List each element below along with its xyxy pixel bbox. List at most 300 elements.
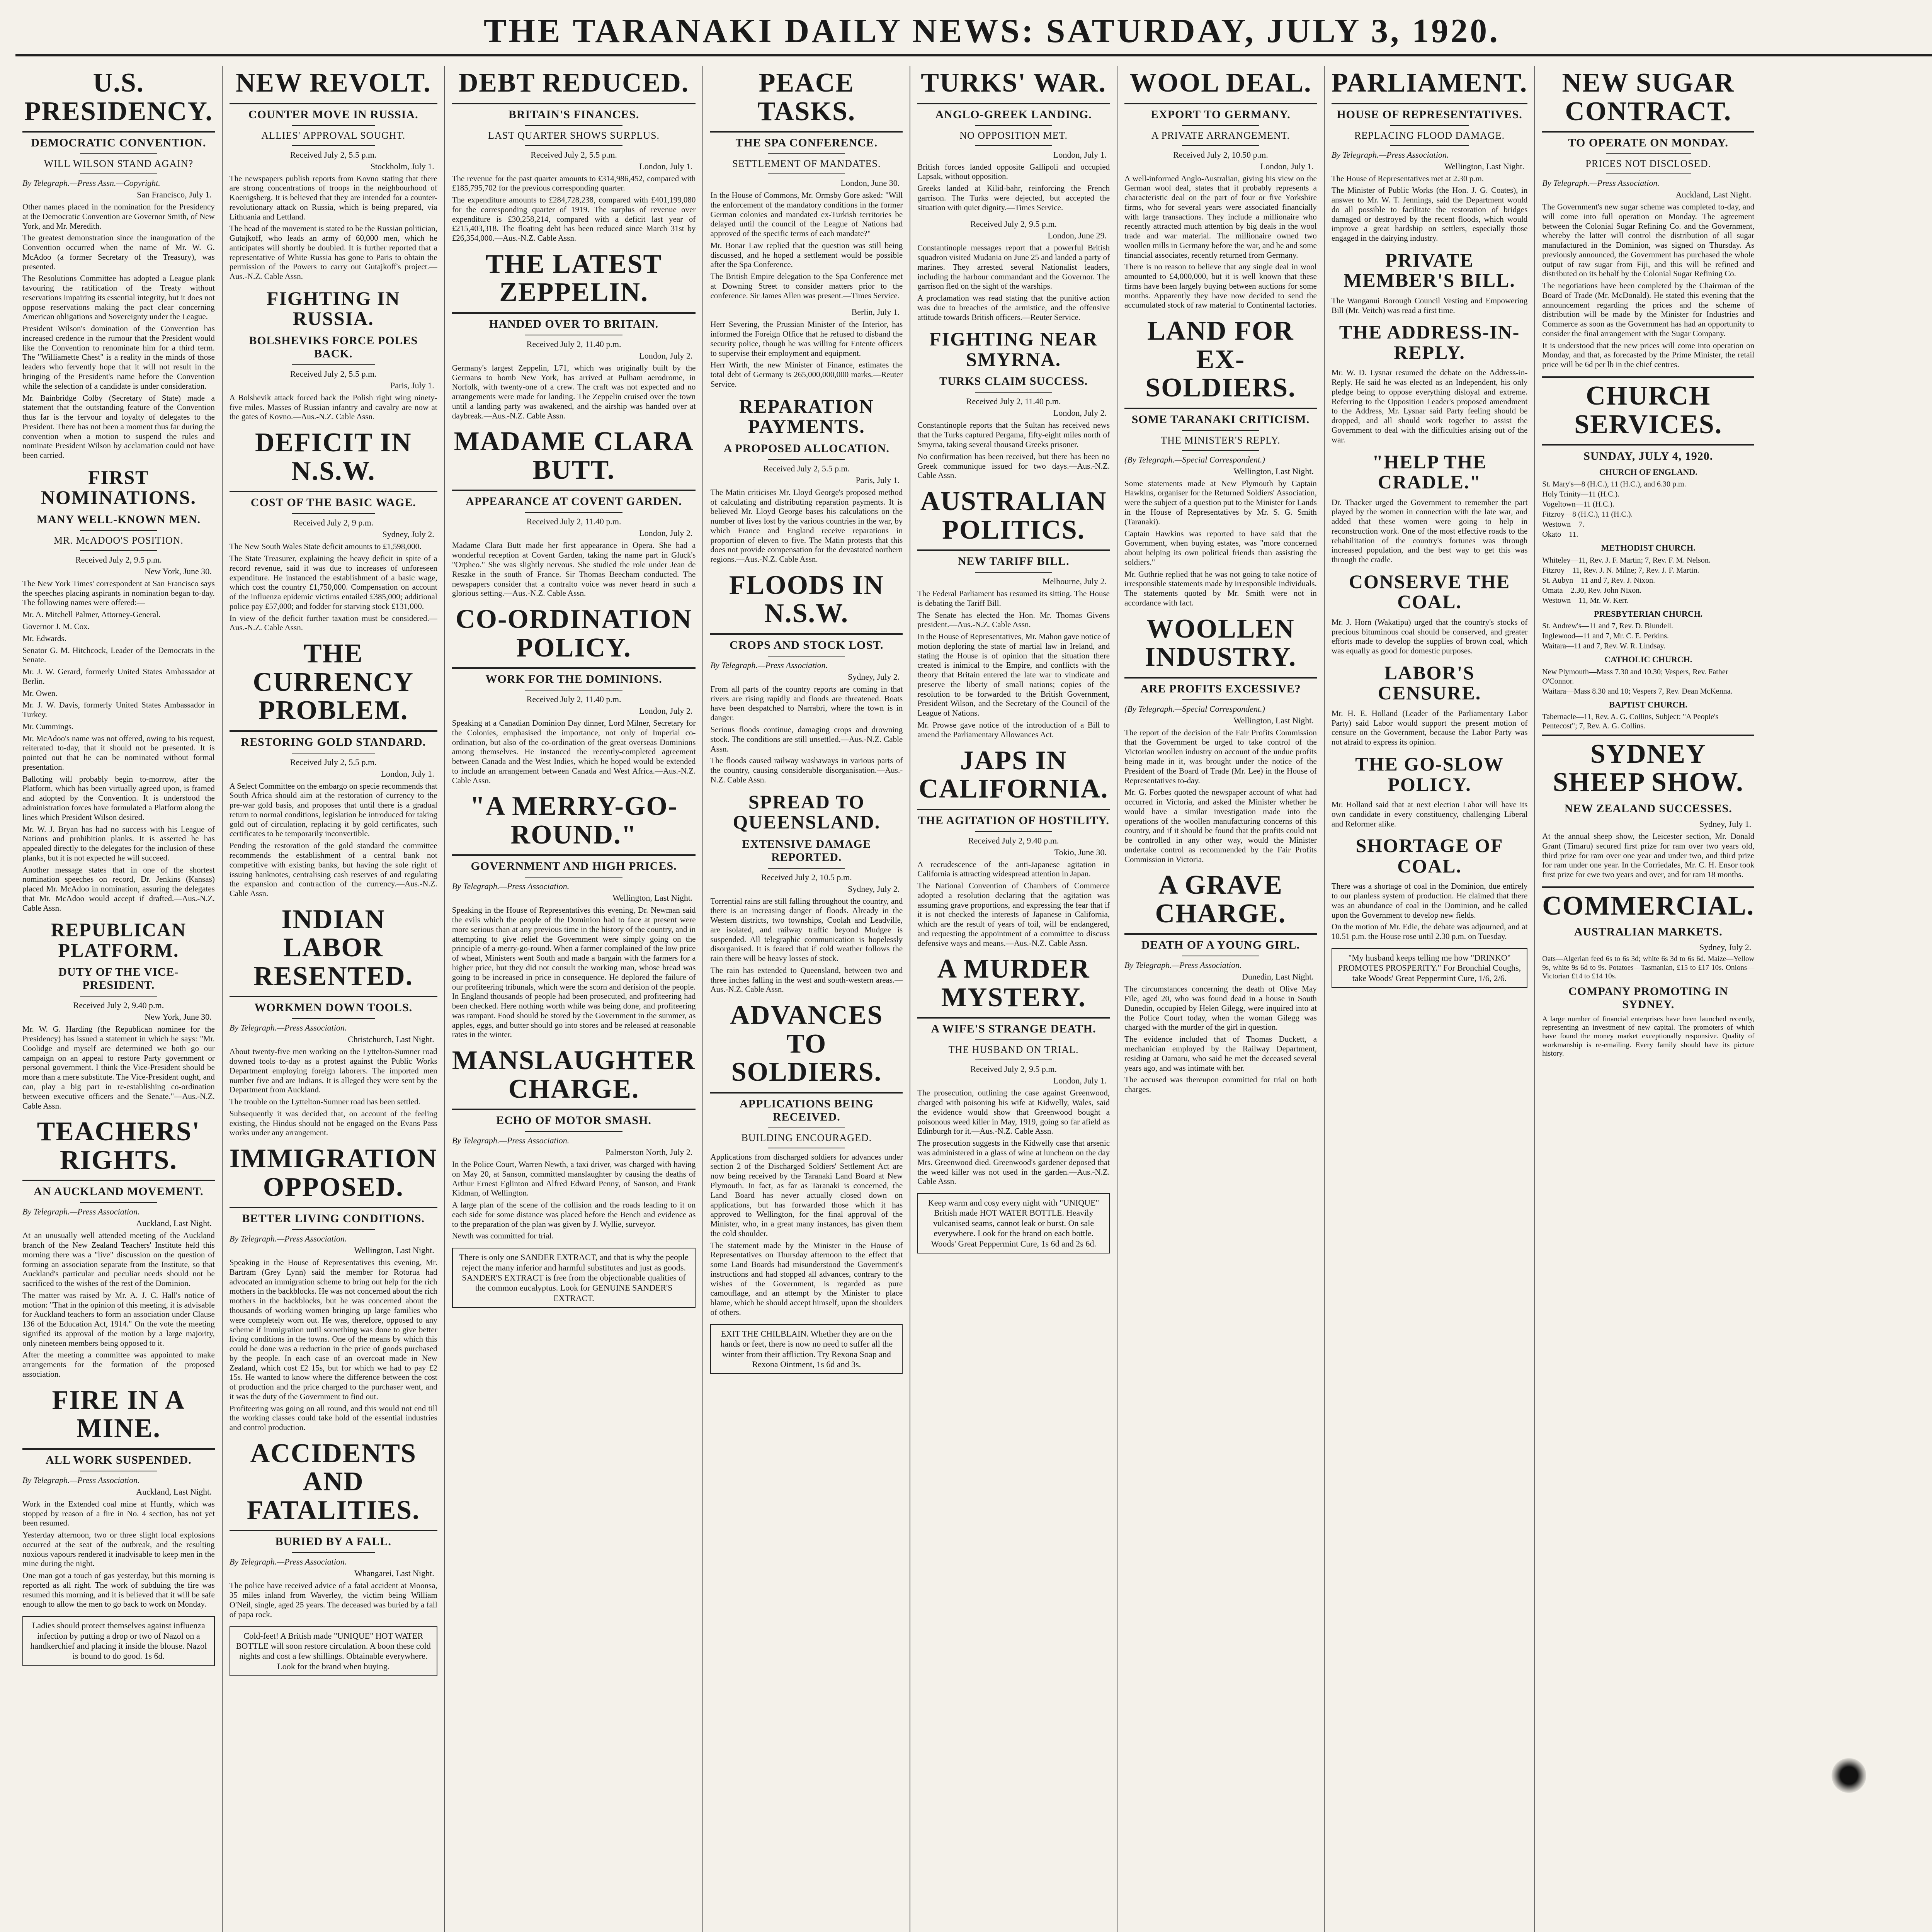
dateline: Auckland, Last Night.	[1675, 190, 1752, 199]
rule	[452, 312, 696, 314]
paragraph: The police have received advice of a fatal accident at Moonsa, 35 miles inland from Waverley, the victim being William O'Neil, single, aged 25 years. The deceased was buried by a fall of papa rock.	[229, 1581, 437, 1619]
decker: APPEARANCE AT COVENT GARDEN.	[466, 495, 682, 508]
dateline: London, July 2.	[1053, 408, 1107, 418]
paragraph: Mr. W. J. Bryan has had no success with his League of Nations and prohibition planks. It is asserted he has appealed directly to the delegates for the inclusion of these planks, but it is not expected he will succeed.	[22, 824, 215, 862]
paragraph: Herr Severing, the Prussian Minister of the Interior, has informed the Foreign Office that he refused to disband the security police, though he was willing for Entente officers to supervise their employment and equipment.	[710, 320, 903, 358]
rule	[1542, 886, 1754, 888]
column-6	[1117, 66, 1325, 1932]
rule	[917, 809, 1110, 810]
dateline: London, July 2.	[639, 528, 693, 538]
headline: WOOL DEAL.	[1129, 68, 1312, 98]
paragraph: Mr. J. W. Gerard, formerly United States Ambassador at Berlin.	[22, 667, 215, 686]
rule	[1542, 735, 1754, 736]
paragraph: The New South Wales State deficit amounts to £1,598,000.	[229, 542, 422, 551]
article	[1332, 452, 1527, 565]
decker: CROPS AND STOCK LOST.	[730, 638, 884, 651]
rule	[710, 633, 903, 635]
church-services	[1542, 376, 1754, 731]
rule	[1124, 408, 1317, 409]
paragraph: The British Empire delegation to the Spa Conference met at Downing Street to consider matters prior to the conference. Sir James Allen was present.—Times Service.	[710, 272, 903, 300]
paragraph: The Minister of Public Works (the Hon. J. G. Coates), in answer to Mr. W. T. Jennings, said the Department would do all possible to facilitate the restoration of bridges damaged or destroyed by the recent floods, which would improve a great hardship on settlers, especially those engaged in the dairying industry.	[1331, 185, 1528, 243]
decker: HOUSE OF REPRESENTATIVES.	[1337, 108, 1522, 121]
headline: PEACE TASKS.	[757, 68, 856, 126]
article	[917, 747, 1110, 948]
rule	[710, 1092, 903, 1094]
decker: ANGLO-GREEK LANDING.	[935, 108, 1092, 121]
rule	[452, 1109, 696, 1110]
decker: BRITAIN'S FINANCES.	[508, 108, 639, 121]
subheadline: FIRST NOMINATIONS.	[41, 466, 197, 509]
paragraph: Captain Hawkins was reported to have said that the Government, when buying estates, was "more concerned about helping its own political friends than assisting the soldiers."	[1124, 529, 1317, 567]
article	[917, 487, 1110, 739]
headline: FIRE IN A MINE.	[52, 1385, 185, 1444]
paragraph: A Select Committee on the embargo on specie recommends that South Africa should aim at the restoration of currency to the pre-war gold basis, and proposes that until there is a gradual return to normal conditions, legislation be introduced for taking gold out of circulation, replacing it by gold certificates, such certificates to be temporarily inconvertible.	[229, 781, 437, 838]
article	[230, 288, 437, 422]
rule	[1390, 145, 1469, 146]
dateline: Sydney, July 1.	[1699, 819, 1752, 829]
dateline: London, July 1.	[1260, 161, 1314, 171]
article	[452, 605, 696, 785]
rule	[768, 173, 845, 174]
paragraph: The newspapers publish reports from Kovno stating that there are strong concentrations of troops in the neighbourhood of Koenigsberg. It is believed that they are intended for a counter-revolutionary attack on Russia, which is being prepared, via Lithuania and Lettland.	[229, 173, 437, 221]
paragraph: The rain has extended to Queensland, between two and three inches falling in the west and south-western areas.—Aus.-N.Z. Cable Assn.	[710, 965, 903, 994]
byline: By Telegraph.—Press Association.	[452, 881, 570, 891]
decker: DUTY OF THE VICE-PRESIDENT.	[58, 966, 179, 992]
headline: U.S. PRESIDENCY.	[24, 68, 213, 126]
decker: WORKMEN DOWN TOOLS.	[254, 1001, 413, 1014]
paragraph: The circumstances concerning the death of Olive May File, aged 20, who was found dead in a house in South Dunedin, occupied by Helen Gilegg, were inquired into at the Police Court today, when the woman Gilegg was charged with the murder of the girl in question.	[1124, 984, 1317, 1032]
rule	[1182, 699, 1259, 700]
rule	[917, 1017, 1110, 1019]
rule	[452, 667, 696, 669]
masthead	[15, 8, 1932, 56]
article	[1124, 317, 1317, 607]
paragraph: The trouble on the Lyttelton-Sumner road has been settled.	[229, 1097, 420, 1107]
service-entry: Inglewood—11 and 7, Mr. C. E. Perkins.	[1542, 632, 1669, 641]
paragraph: Applications from discharged soldiers for advances under section 2 of the Discharged Soldiers' Settlement Act are now being received by the Taranaki Land Board at New Plymouth. In fact, as far as Taranaki is concerned, the Land Board has never actually closed down on applications, but has forwarded those which it has approved to Wellington, for the final approval of the Minister, who, in a great many instances, has given them the cold shoulder.	[710, 1152, 903, 1238]
paragraph: Profiteering was going on all round, and this would not end till the working classes could take hold of the essential industries and control production.	[229, 1403, 437, 1432]
rule	[525, 125, 622, 126]
paragraph: A recrudescence of the anti-Japanese agitation in California is attracting widespread attention in Japan.	[917, 859, 1110, 879]
paragraph: Senator G. M. Hitchcock, Leader of the Democrats in the Senate.	[22, 645, 215, 665]
article	[230, 639, 437, 898]
article	[452, 427, 696, 598]
rule	[230, 1207, 437, 1208]
paragraph: On the motion of Mr. Edie, the debate was adjourned, and at 10.51 p.m. the House rose until 2.30 p.m. on Tuesday.	[1331, 922, 1528, 941]
article	[710, 307, 903, 389]
rule	[525, 512, 622, 513]
service-entry: St. Aubyn—11 and 7, Rev. J. Nixon.	[1542, 576, 1655, 585]
denomination: PRESBYTERIAN CHURCH.	[1594, 609, 1703, 619]
subheadline: REPUBLICAN PLATFORM.	[51, 919, 187, 961]
rule	[292, 364, 375, 365]
paragraph: The expenditure amounts to £284,728,238, compared with £401,199,080 for the corresponding quarter of 1919. The surplus of revenue over expenditure is £30,258,214, compared with a deficit last year of £215,403,318. The floating debt has been reduced since March 31st by £26,354,000.—Aus.-N.Z. Cable Assn.	[452, 195, 696, 243]
decker: MANY WELL-KNOWN MEN.	[36, 513, 201, 526]
rule	[230, 996, 437, 997]
dateline: London, June 30.	[840, 178, 900, 188]
paragraph: Dr. Thacker urged the Government to remember the part played by the women in connection with the late war, and added that these women were going to help in reconstruction work. One of the most effective roads to the rehabilitation of the country's fortunes was through increased population, and the best way to get this was through the cradle.	[1331, 497, 1528, 565]
column-8	[1535, 66, 1761, 1932]
dateline: London, July 1.	[1053, 1076, 1107, 1086]
headline: A GRAVE CHARGE.	[1155, 870, 1286, 929]
rule	[452, 854, 696, 856]
article	[710, 1001, 903, 1317]
service-entry: Omata—2.30, Rev. John Nixon.	[1542, 586, 1642, 595]
decker: EXTENSIVE DAMAGE REPORTED.	[742, 837, 871, 864]
rule	[80, 550, 157, 551]
received-time: Received July 2, 10.50 p.m.	[1173, 150, 1268, 160]
rule	[1124, 103, 1317, 104]
byline: By Telegraph.—Press Association.	[452, 1136, 570, 1146]
denomination: CHURCH OF ENGLAND.	[1599, 467, 1697, 477]
service-entry: Waitara—11 and 7, Rev. W. R. Lindsay.	[1542, 642, 1666, 651]
received-time: Received July 2, 11.40 p.m.	[966, 396, 1061, 406]
dateline: Auckland, Last Night.	[136, 1486, 212, 1497]
paragraph: The revenue for the past quarter amounts to £314,986,452, compared with £185,795,702 for the previous corresponding quarter.	[452, 173, 696, 193]
paragraph: The floods caused railway washaways in various parts of the country, causing considerable disorganisation.—Aus.-N.Z. Cable Assn.	[710, 756, 903, 784]
subheadline: CONSERVE THE COAL.	[1349, 570, 1510, 613]
article	[1124, 871, 1317, 1094]
rule	[1606, 153, 1691, 154]
paragraph: The greatest demonstration since the inauguration of the Convention occurred when the name of Mr. W. G. McAdoo (a former Secretary of the Treasury), was presented.	[22, 233, 215, 271]
decker: BOLSHEVIKS FORCE POLES BACK.	[249, 334, 418, 360]
decker: NO OPPOSITION MET.	[959, 129, 1068, 141]
denomination: METHODIST CHURCH.	[1601, 543, 1696, 553]
article	[1332, 322, 1527, 444]
headline: MANSLAUGHTER CHARGE.	[452, 1046, 696, 1104]
decker: THE SPA CONFERENCE.	[735, 136, 878, 149]
paragraph: No confirmation has been received, but there has been no Greek communique issued for two days.—Aus.-N.Z. Cable Assn.	[917, 451, 1110, 480]
article	[710, 69, 903, 300]
paragraph: The Government's new sugar scheme was completed to-day, and will come into full operation on Monday. The agreement between the Colonial Sugar Refining Co. and the Government, whereby the latter will control the distribution of all sugar manufactured in the Dominion, was signed on Thursday. As previously announced, the Government has purchased the whole output of raw sugar from Fiji, and this will be refined and distributed on its behalf by the Colonial Sugar Refining Co.	[1542, 202, 1755, 279]
rule	[230, 103, 437, 104]
received-time: Received July 2, 5.5 p.m.	[290, 757, 377, 767]
rule	[1182, 430, 1259, 431]
paragraph: The Matin criticises Mr. Lloyd George's proposed method of calculating and distributing reparation payments. It is believed Mr. Lloyd George bases his calculations on the number of lives lost by the various countries in the war, by which France and England receive reparations in proportion of eleven to five. The Matin protests that this does not provide compensation for the devastated northern regions.—Aus.-N.Z. Cable Assn.	[710, 487, 903, 564]
advertisement: Cold-feet! A British made "UNIQUE" HOT WATER BOTTLE will soon restore circulation. A boon these cold nights and cost a few shillings. Obtainable everywhere. Look for the brand when buying.	[230, 1626, 437, 1677]
article	[22, 1117, 215, 1379]
service-entry: Waitara—Mass 8.30 and 10; Vespers 7, Rev. Dean McKenna.	[1542, 687, 1733, 696]
byline: By Telegraph.—Press Association.	[710, 660, 828, 670]
paragraph: The negotiations have been completed by the Chairman of the Board of Trade (Mr. McDonald). He stated this evening that the announcement regarding the prices and the scheme of distribution will be made by the Minister for Industries and Commerce as soon as the Government has had an opportunity to consider the final arrangement with the Sugar Company.	[1542, 281, 1755, 338]
service-entry: St. Mary's—8 (H.C.), 11 (H.C.), and 6.30 p.m.	[1542, 480, 1686, 489]
received-time: Received July 2, 11.40 p.m.	[526, 339, 621, 349]
subheadline: PRIVATE MEMBER'S BILL.	[1344, 249, 1515, 291]
paragraph: Mr. W. D. Lysnar resumed the debate on the Address-in-Reply. He said he was elected as an Independent, his only pledge being to oppose everything disloyal and extreme. Referring to the Opposition Leader's proposed amendment to the Address, Mr. Lysnar said Party feeling should be dropped, and all should work together to assist the Government to deal with the difficulties arising out of the war.	[1331, 368, 1528, 444]
received-time: Received July 2, 5.5 p.m.	[290, 369, 377, 379]
paragraph: Mr. Prowse gave notice of the introduction of a Bill to amend the Parliamentary Allowances Act.	[917, 720, 1110, 739]
paragraph: The House of Representatives met at 2.30 p.m.	[1331, 173, 1484, 183]
headline: THE LATEST ZEPPELIN.	[485, 249, 662, 308]
paragraph: Mr. H. E. Holland (Leader of the Parliamentary Labor Party) said Labor would support the present motion of censure on the Government, because the Labor Party was not afraid to express its opinion.	[1331, 708, 1528, 747]
headline: DEBT REDUCED.	[458, 68, 689, 98]
received-time: Received July 2, 9 p.m.	[293, 518, 374, 528]
column-4	[703, 66, 910, 1932]
rule	[22, 131, 215, 133]
dateline: Auckland, Last Night.	[136, 1218, 212, 1228]
column-5	[910, 66, 1117, 1932]
decker: AN AUCKLAND MOVEMENT.	[34, 1185, 204, 1198]
paragraph: It is understood that the new prices will come into operation on Monday, and that, as forecasted by the Prime Minister, the retail price will be 6d per lb in the chief centres.	[1542, 340, 1755, 369]
decker: COMPANY PROMOTING IN SYDNEY.	[1568, 985, 1728, 1011]
headline: THE CURRENCY PROBLEM.	[253, 639, 414, 726]
decker: COST OF THE BASIC WAGE.	[250, 496, 416, 509]
paragraph: A large plan of the scene of the collision and the roads leading to it on each side for some distance was placed before the Bench and evidence as to the preparation of the plan was given by J. Wyllie, surveyor.	[452, 1200, 696, 1229]
paragraph: British forces landed opposite Gallipoli and occupied Lapsak, without opposition.	[917, 162, 1110, 181]
decker: A PRIVATE ARRANGEMENT.	[1151, 129, 1290, 141]
paragraph: After the meeting a committee was appointed to make arrangements for the formation of the proposed association.	[22, 1350, 215, 1379]
column-7	[1325, 66, 1535, 1932]
headline: MADAME CLARA BUTT.	[454, 427, 694, 485]
received-time: Received July 2, 5.5 p.m.	[763, 463, 850, 473]
dateline: Paris, July 1.	[855, 475, 900, 485]
decker: THE HUSBAND ON TRIAL.	[948, 1044, 1079, 1056]
paragraph: The prosecution suggests in the Kidwelly case that arsenic was administered in a glass of wine at luncheon on the day Mrs. Greenwood died. Greenwood's gardener deposed that the weed killer was not used in the garden.—Aus.-N.Z. Cable Assn.	[917, 1138, 1110, 1186]
article	[452, 250, 696, 421]
paragraph: Mr. Owen.	[22, 688, 58, 698]
rule	[1182, 450, 1259, 451]
decker: ALLIES' APPROVAL SOUGHT.	[261, 129, 406, 141]
article	[22, 69, 215, 460]
paragraph: A large number of financial enterprises have been launched recently, representing an investment of new capital. The promoters of which have found the money market exceptionally responsive. Quality of workmanship is re-emailing. Every family should have its picture history.	[1542, 1015, 1755, 1058]
paragraph: Work in the Extended coal mine at Huntly, which was stopped by reason of a fire in No. 4 section, has not yet been resumed.	[22, 1499, 215, 1528]
paragraph: The prosecution, outlining the case against Greenwood, charged with poisoning his wife at Kidwelly, Wales, said the evidence would show that Greenwood bought a poisonous weed killer in May, 1919, going so far afield as Edinburgh for it.—Aus.-N.Z. Cable Assn.	[917, 1088, 1110, 1136]
dateline: Palmerston North, July 2.	[605, 1147, 693, 1157]
article	[917, 955, 1110, 1186]
dateline: Berlin, July 1.	[851, 307, 900, 317]
headline: A MURDER MYSTERY.	[937, 954, 1090, 1012]
rule	[292, 1552, 375, 1553]
paragraph: Speaking in the House of Representatives this evening, Dr. Newman said the evils which the people of the Dominion had to face at present were more serious than at any previous time in the history of the country, and in attempting to give relief the Government were simply going on the principle of a merry-go-round. When a farmer complained of the low price of wheat, Ministers went South and made a bargain with the farmers for a higher price, but they did not consult the working man, whose bread was going to be increased in price in consequence. He deplored the failure of our profiteering tribunals, which were the scorn and derision of the people. In England thousands of people had been prosecuted, and profiteering had been checked. Here nothing worth while was being done, and profiteering was rampant. Food should be stored by the Government in the summer, as apples, eggs, and butter should go into stores and be released at reasonable rates in the winter.	[452, 905, 696, 1039]
paragraph: In the House of Representatives, Mr. Mahon gave notice of motion deploring the state of martial law in Ireland, and stating the House is of opinion that the situation there created is inimical to the Empire, and conflicts with the theory that Britain entered the late war to vindicate and preserve the liberty of small nations; copies of the resolution to be forwarded to the British Government, President Wilson, and the Secretary of the Council of the League of Nations.	[917, 632, 1110, 718]
dateline: Wellington, Last Night.	[1233, 466, 1314, 476]
paragraph: Herr Wirth, the new Minister of Finance, estimates the total debt of Germany is 265,000,000,000 marks.—Reuter Service.	[710, 360, 903, 389]
paragraph: About twenty-five men working on the Lyttelton-Sumner road downed tools to-day as a protest against the Public Works Department employing foreign laborers. The imported men number five and are Indians. It is alleged they were sent by the Department from Auckland.	[229, 1047, 437, 1095]
paragraph: The National Convention of Chambers of Commerce adopted a resolution declaring that the agitation was assuming grave proportions, and expressing the fear that if it is not checked the interests of Japanese in California, which are the result of years of toil, will be endangered, and requesting the appointment of a committee to discuss defensive ways and means.—Aus.-N.Z. Cable Assn.	[917, 881, 1110, 948]
dateline: Sydney, July 2.	[847, 672, 900, 682]
received-time: Received July 2, 9.5 p.m.	[970, 1064, 1057, 1074]
rule	[230, 1530, 437, 1531]
dateline: London, July 1.	[639, 161, 693, 171]
decker: REPLACING FLOOD DAMAGE.	[1354, 129, 1505, 141]
decker: PRICES NOT DISCLOSED.	[1585, 158, 1711, 169]
commercial	[1542, 886, 1754, 1058]
decker: SOME TARANAKI CRITICISM.	[1131, 413, 1310, 426]
paragraph: Mr. Bonar Law replied that the question was still being discussed, and he hoped a settlement would be possible after the Spa Conference.	[710, 240, 903, 269]
rule	[975, 1039, 1052, 1040]
decker: WILL WILSON STAND AGAIN?	[44, 158, 194, 169]
column-grid	[15, 66, 1932, 1932]
dateline: Sydney, July 2.	[382, 529, 434, 539]
decker: APPLICATIONS BEING RECEIVED.	[740, 1097, 874, 1123]
headline: CO-ORDINATION POLICY.	[456, 604, 692, 663]
decker: ECHO OF MOTOR SMASH.	[496, 1114, 651, 1127]
received-time: Received July 2, 9.5 p.m.	[970, 219, 1057, 229]
article	[230, 1439, 437, 1619]
rule	[975, 145, 1052, 146]
subheadline: REPARATION PAYMENTS.	[739, 395, 874, 437]
article	[230, 905, 437, 1138]
dateline: Wellington, Last Night.	[612, 893, 693, 903]
headline: "A MERRY-GO-ROUND."	[470, 791, 678, 850]
paragraph: Oats—Algerian feed 6s to 6s 3d; white 6s 3d to 6s 6d. Maize—Yellow 9s, white 9s 6d to 9s. Potatoes—Tasmanian, £15 to £17 10s. Onions—Victorian £14 to £14 10s.	[1542, 955, 1755, 981]
article	[452, 792, 696, 1039]
rule	[975, 572, 1052, 573]
dateline: New York, June 30.	[145, 1012, 212, 1022]
received-time: Received July 2, 5.5 p.m.	[531, 150, 617, 160]
article	[917, 69, 1110, 212]
rule	[80, 996, 157, 997]
rule	[768, 459, 845, 460]
service-entry: Whiteley—11, Rev. J. F. Martin; 7, Rev. F. M. Nelson.	[1542, 556, 1711, 565]
decker: ARE PROFITS EXCESSIVE?	[1140, 682, 1301, 695]
rule	[80, 173, 157, 174]
received-time: Received July 2, 9.40 p.m.	[968, 835, 1059, 845]
paragraph: Mr. W. G. Harding (the Republican nominee for the Presidency) has issued a statement in which he says: "Mr. Coolidge and myself are determined we both go our campaign on an appeal to restore Party government or personal government. I think the Vice-President should be more than a mere substitute. The Vice-President ought, and can, play a big part in re-establishing co-ordination between executive officers and the Senate."—Aus.-N.Z. Cable Assn.	[22, 1024, 215, 1111]
headline: INDIAN LABOR RESENTED.	[253, 904, 413, 991]
rule	[80, 153, 157, 154]
received-time: Received July 2, 11.40 p.m.	[526, 694, 621, 704]
page-number	[1922, 12, 1932, 50]
article	[22, 467, 215, 913]
received-time: Received July 2, 5.5 p.m.	[290, 150, 377, 160]
decker: DEATH OF A YOUNG GIRL.	[1141, 939, 1300, 952]
dateline: Sydney, July 2.	[847, 884, 900, 894]
paragraph: In the Police Court, Warren Newth, a taxi driver, was charged with having on May 20, at Sanson, committed manslaughter by causing the deaths of Arthur Ernest Eglinton and Alfred Edward Penny, of Sanson, and Frank Kidman, of Wellington.	[452, 1160, 696, 1198]
headline: PARLIAMENT.	[1331, 68, 1528, 98]
ink-smudge	[1832, 1758, 1866, 1793]
rule	[1606, 173, 1691, 174]
headline: ACCIDENTS AND FATALITIES.	[247, 1438, 420, 1525]
byline: By Telegraph.—Press Association.	[22, 1207, 140, 1217]
byline: (By Telegraph.—Special Correspondent.)	[1124, 454, 1265, 464]
service-entry: Westown—7.	[1542, 520, 1585, 529]
headline: COMMERCIAL.	[1542, 891, 1755, 921]
paragraph: Mr. Edwards.	[22, 633, 66, 643]
paragraph: Mr. G. Forbes quoted the newspaper account of what had occurred in Victoria, and asked the Minister whether he would have a similar investigation made into the operations of the woollen manufacturing concerns of this country, and if it should be found that the profits could not be controlled in any other way, would the Minister undertake control as recommended by the Fair Profits Commission in Victoria.	[1124, 787, 1317, 864]
article	[230, 69, 437, 281]
paragraph: Governor J. M. Cox.	[22, 621, 90, 631]
received-time: Received July 2, 9.5 p.m.	[75, 554, 162, 565]
advertisement: Keep warm and cosy every night with "UNIQUE" British made HOT WATER BOTTLE. Heavily vulcanised seams, cannot leak or burst. On sale everywhere. Look for the brand on each bottle. Woods' Great Peppermint Cure, 1s 6d and 2s 6d.	[917, 1193, 1110, 1253]
subheadline: SHORTAGE OF COAL.	[1355, 835, 1503, 877]
paragraph: Mr. Bainbridge Colby (Secretary of State) made a statement that the outstanding feature of the Convention thus far is the fervour and loyalty of delegates to the President. There has not been a moment thus far during the convention when a motion to suspend the rules and nominate President Wilson by acclamation could not have been carried.	[22, 393, 215, 460]
received-time: Received July 2, 11.40 p.m.	[526, 517, 621, 527]
rule	[80, 530, 157, 531]
subheadline: "HELP THE CRADLE."	[1372, 451, 1487, 493]
paragraph: Speaking in the House of Representatives this evening, Mr. Bartram (Grey Lynn) said the member for Rotorua had advocated an immigration scheme to bring out help for the rich mothers in the backblocks. He was not concerned about the rich mothers in the backblocks, but he was concerned about the thousands of working women bringing up large families who were completely worn out. He was, therefore, opposed to any scheme if immigration until something was done to give better living conditions in the towns. One of the means by which this could be done was a reduction in the price of goods purchased by the people. In each case of an overcoat made in New Zealand, which cost £2 15s, but for which we had to pay £2 15s. He wanted to know where the difference between the cost of production and the price charged to the purchaser went, and it was the duty of the Government to find out.	[229, 1258, 437, 1401]
decker: BUILDING ENCOURAGED.	[741, 1132, 872, 1143]
byline: (By Telegraph.—Special Correspondent.)	[1124, 704, 1265, 714]
paragraph: In the House of Commons, Mr. Ormsby Gore asked: "Will the enforcement of the mandatory conditions in the former German colonies and mandated ex-Turkish territories be delayed until the council of the League of Nations had approved of the specific terms of each mandate?"	[710, 190, 903, 238]
rule	[1390, 125, 1469, 126]
paragraph: Some statements made at New Plymouth by Captain Hawkins, organiser for the Returned Soldiers' Association, were the subject of a question put to the Minister for Lands in the House of Representatives by Mr. S. G. Smith (Taranaki).	[1124, 478, 1317, 526]
decker: A WIFE'S STRANGE DEATH.	[931, 1022, 1096, 1036]
dateline: New York, June 30.	[145, 566, 212, 576]
decker: RESTORING GOLD STANDARD.	[241, 735, 426, 748]
advertisement: EXIT THE CHILBLAIN. Whether they are on the hands or feet, there is now no need to suffer all the winter from their affliction. Try Rexona Soap and Rexona Ointment, 1s 6d and 3s.	[710, 1324, 903, 1374]
rule	[917, 549, 1110, 551]
decker: BURIED BY A FALL.	[275, 1535, 391, 1548]
paragraph: The Senate has elected the Hon. Mr. Thomas Givens president.—Aus.-N.Z. Cable Assn.	[917, 610, 1110, 629]
dateline: Sydney, July 2.	[1699, 942, 1752, 952]
headline: TEACHERS' RIGHTS.	[37, 1117, 201, 1175]
article	[1332, 571, 1527, 656]
article	[917, 329, 1110, 480]
decker: COUNTER MOVE IN RUSSIA.	[248, 108, 418, 121]
decker: A PROPOSED ALLOCATION.	[723, 442, 889, 455]
rule	[1542, 376, 1754, 378]
service-entry: Holy Trinity—11 (H.C.).	[1542, 490, 1620, 499]
article	[230, 1145, 437, 1432]
paragraph: The Wanganui Borough Council Vesting and Empowering Bill (Mr. Veitch) was read a first time.	[1331, 296, 1528, 315]
rule	[1542, 131, 1754, 133]
decker: HANDED OVER TO BRITAIN.	[489, 317, 659, 330]
rule	[525, 1131, 622, 1132]
paragraph: The State Treasurer, explaining the heavy deficit in spite of a record revenue, said it was due to increases of unforeseen expenditure. He instanced the establishment of a basic wage, which cost the country £1,750,000. Compensation on account of the influenza epidemic victims entailed £385,000; additional police pay £57,000; and fodder for starving stock £131,000.	[229, 553, 437, 611]
dateline: Wellington, Last Night.	[1233, 715, 1314, 725]
dateline: London, July 2.	[639, 350, 693, 361]
rule	[1124, 677, 1317, 679]
paragraph: Another message states that in one of the shortest nomination speeches on record, Dr. Jenkins (Kansas) placed Mr. McAdoo in nomination, assuring the delegates that Mr. McAdoo would accept if drafted.—Aus.-N.Z. Cable Assn.	[22, 865, 215, 913]
paragraph: Balloting will probably begin to-morrow, after the Platform, which has been virtually agreed upon, is framed and adopted by the Convention. It is understood the administration forces have formulated a Platform along the lines which President Wilson desired.	[22, 774, 215, 822]
headline: IMMIGRATION OPPOSED.	[229, 1144, 437, 1202]
headline: ADVANCES TO SOLDIERS.	[730, 1000, 883, 1087]
rule	[768, 153, 845, 154]
subheadline: FIGHTING IN RUSSIA.	[266, 287, 400, 330]
advertisement: Ladies should protect themselves against influenza infection by putting a drop or two of Nazol on a handkerchief and placing it inside the blouse. Nazol is bound to do good. 1s 6d.	[22, 1616, 215, 1666]
dateline: Whangarei, Last Night.	[354, 1568, 434, 1578]
article	[710, 396, 903, 564]
dateline: Wellington, Last Night.	[354, 1245, 434, 1255]
paragraph: Germany's largest Zeppelin, L71, which was originally built by the Germans to bomb New York, has arrived at Pulham aerodrome, in Norfolk, with twenty-one of a crew. The craft was not expected and no arrangements were made for landing. The Zeppelin cruised over the town until a landing party was awakened, and the airship was handed over at daybreak.—Aus.-N.Z. Cable Assn.	[452, 363, 696, 420]
article	[22, 920, 215, 1111]
article	[917, 219, 1110, 322]
rule	[525, 877, 622, 878]
advertisement: There is only one SANDER EXTRACT, and that is why the people reject the many inferior and harmful substitutes and just as goods. SANDER'S EXTRACT is free from the objectionable qualities of the common eucalyptus. Look for GENUINE SANDER'S EXTRACT.	[452, 1248, 696, 1308]
rule	[1182, 125, 1259, 126]
article	[1332, 250, 1527, 315]
article	[1332, 69, 1527, 243]
dateline: San Francisco, July 1.	[137, 190, 212, 199]
paragraph: Mr. A. Mitchell Palmer, Attorney-General.	[22, 610, 161, 619]
service-entry: St. Andrew's—11 and 7, Rev. D. Blundell.	[1542, 622, 1673, 631]
decker: NEW TARIFF BILL.	[957, 555, 1070, 568]
paragraph: The matter was raised by Mr. A. J. C. Hall's notice of motion: "That in the opinion of this meeting, it is advisable for Auckland teachers to form an association under Clause 136 of the Education Act, 1914." On the vote the meeting signified its approval of the motion by a large majority, only nineteen members being opposed to it.	[22, 1290, 215, 1348]
service-entry: Westown—11, Mr. W. Kerr.	[1542, 596, 1629, 605]
service-entry: Vogeltown—11 (H.C.).	[1542, 500, 1614, 509]
rule	[230, 491, 437, 492]
dateline: London, July 1.	[1053, 150, 1107, 160]
paragraph: There was a shortage of coal in the Dominion, due entirely to our planless system of production. He claimed that there was an abundance of coal in the Dominion, and he called upon the Government to develop new fields.	[1331, 881, 1528, 920]
article	[1124, 615, 1317, 864]
byline: By Telegraph.—Press Association.	[229, 1023, 347, 1033]
paragraph: A well-informed Anglo-Australian, giving his view on the German wool deal, states that it probably represents a characteristic deal on the part of four or five Yorkshire firms, who for several years were associated financially with large transactions. They include a millionaire who recently attracted much attention by big deals in the wool trade and war material. The millionaire owned two woollen mills in Germany before the war, and he and some financial associates, recently returned from Germany.	[1124, 173, 1317, 260]
decker: TURKS CLAIM SUCCESS.	[939, 375, 1088, 388]
paragraph: President Wilson's domination of the Convention has increased credence in the rumour that the President would like the Convention to renominate him for a third term. The "Williamette Chest" is a reality in the minds of those leaders who fervently hope that it will not result in the bringing of the President's name before the Convention while the selection of a candidate is under consideration.	[22, 324, 215, 391]
paragraph: Other names placed in the nomination for the Presidency at the Democratic Convention are Governor Smith, of New York, and Mr. Meredith.	[22, 202, 215, 231]
rule	[22, 1448, 215, 1450]
paragraph: Mr. McAdoo's name was not offered, owing to his request, reiterated to-day, that it should not be presented. It is pointed out that he can be nominated without formal presentation.	[22, 733, 215, 772]
dateline: London, June 29.	[1048, 231, 1107, 241]
decker: WORK FOR THE DOMINIONS.	[485, 673, 662, 686]
service-date: SUNDAY, JULY 4, 1920.	[1583, 450, 1713, 463]
paragraph: From all parts of the country reports are coming in that rivers are rising rapidly and floods are threatened. Boats have been despatched to Narrabri, where the town is in danger.	[710, 684, 903, 723]
article	[22, 1386, 215, 1609]
decker: BETTER LIVING CONDITIONS.	[242, 1212, 425, 1225]
article	[1332, 835, 1527, 941]
byline: By Telegraph.—Press Association.	[229, 1557, 347, 1567]
